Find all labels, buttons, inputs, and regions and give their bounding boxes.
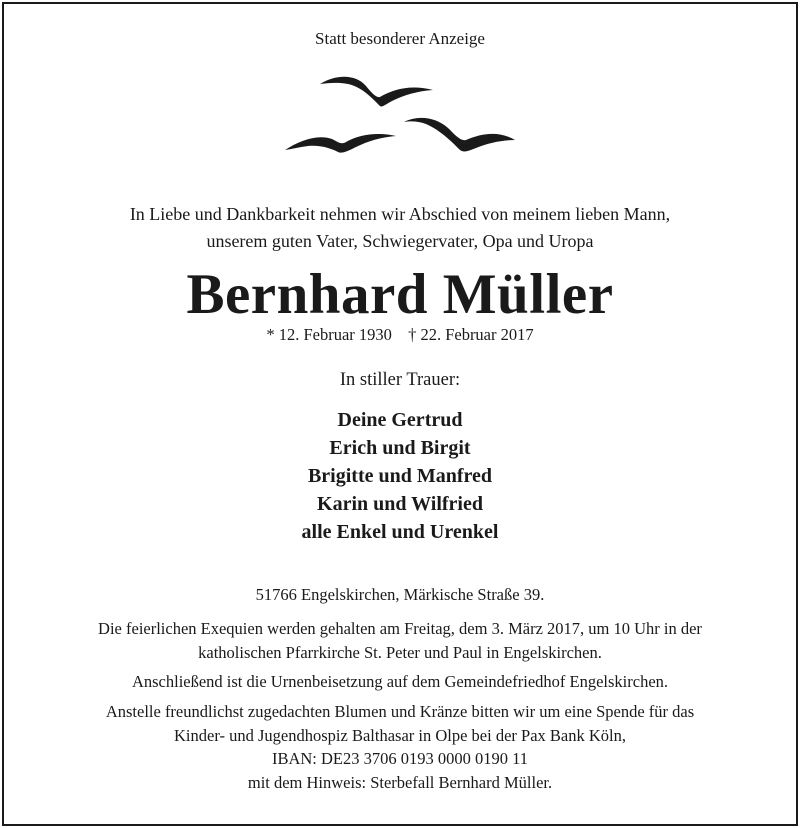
funeral-info <box>0 617 800 664</box>
urn-info: Anschließend ist die Urnenbeisetzung auf dem Gemeindefriedhof Engelskirchen. <box>131 672 669 691</box>
header-text: Statt besonderer Anzeige <box>315 29 485 48</box>
bird-icon <box>285 134 396 153</box>
birds-illustration <box>0 70 800 170</box>
family-member: Karin und Wilfried <box>317 493 483 515</box>
bird-icon <box>404 118 515 152</box>
deceased-name: Bernhard Müller <box>186 263 614 326</box>
birth-date: * 12. Februar 1930 <box>266 325 392 344</box>
address-text: 51766 Engelskirchen, Märkische Straße 39. <box>255 585 545 604</box>
family-list <box>0 406 800 546</box>
mourning-label: In stiller Trauer: <box>339 370 461 390</box>
intro-line: In Liebe und Dankbarkeit nehmen wir Abschied von meinem lieben Mann, <box>129 204 671 224</box>
iban-line: IBAN: DE23 3706 0193 0000 0190 11 <box>271 749 529 768</box>
funeral-line: Die feierlichen Exequien werden gehalten am Freitag, dem 3. März 2017, um 10 Uhr in der <box>98 619 702 638</box>
bird-icon <box>320 77 433 107</box>
funeral-line: katholischen Pfarrkirche St. Peter und Paul in Engelskirchen. <box>198 642 602 662</box>
family-member: Brigitte und Manfred <box>307 465 493 487</box>
donation-info <box>0 700 800 794</box>
intro-line: unserem guten Vater, Schwiegervater, Opa und Uropa <box>206 231 594 251</box>
family-member: Erich und Birgit <box>329 437 471 459</box>
family-member: alle Enkel und Urenkel <box>301 521 499 543</box>
intro-text <box>0 201 800 255</box>
family-member: Deine Gertrud <box>337 409 463 431</box>
donation-line: Anstelle freundlichst zugedachten Blumen und Kränze bitten wir um eine Spende für das <box>105 702 695 721</box>
donation-line: mit dem Hinweis: Sterbefall Bernhard Müller. <box>247 772 553 792</box>
donation-line: Kinder- und Jugendhospiz Balthasar in Olpe bei der Pax Bank Köln, <box>174 725 626 745</box>
death-date: † 22. Februar 2017 <box>408 325 534 344</box>
life-dates <box>0 325 800 345</box>
